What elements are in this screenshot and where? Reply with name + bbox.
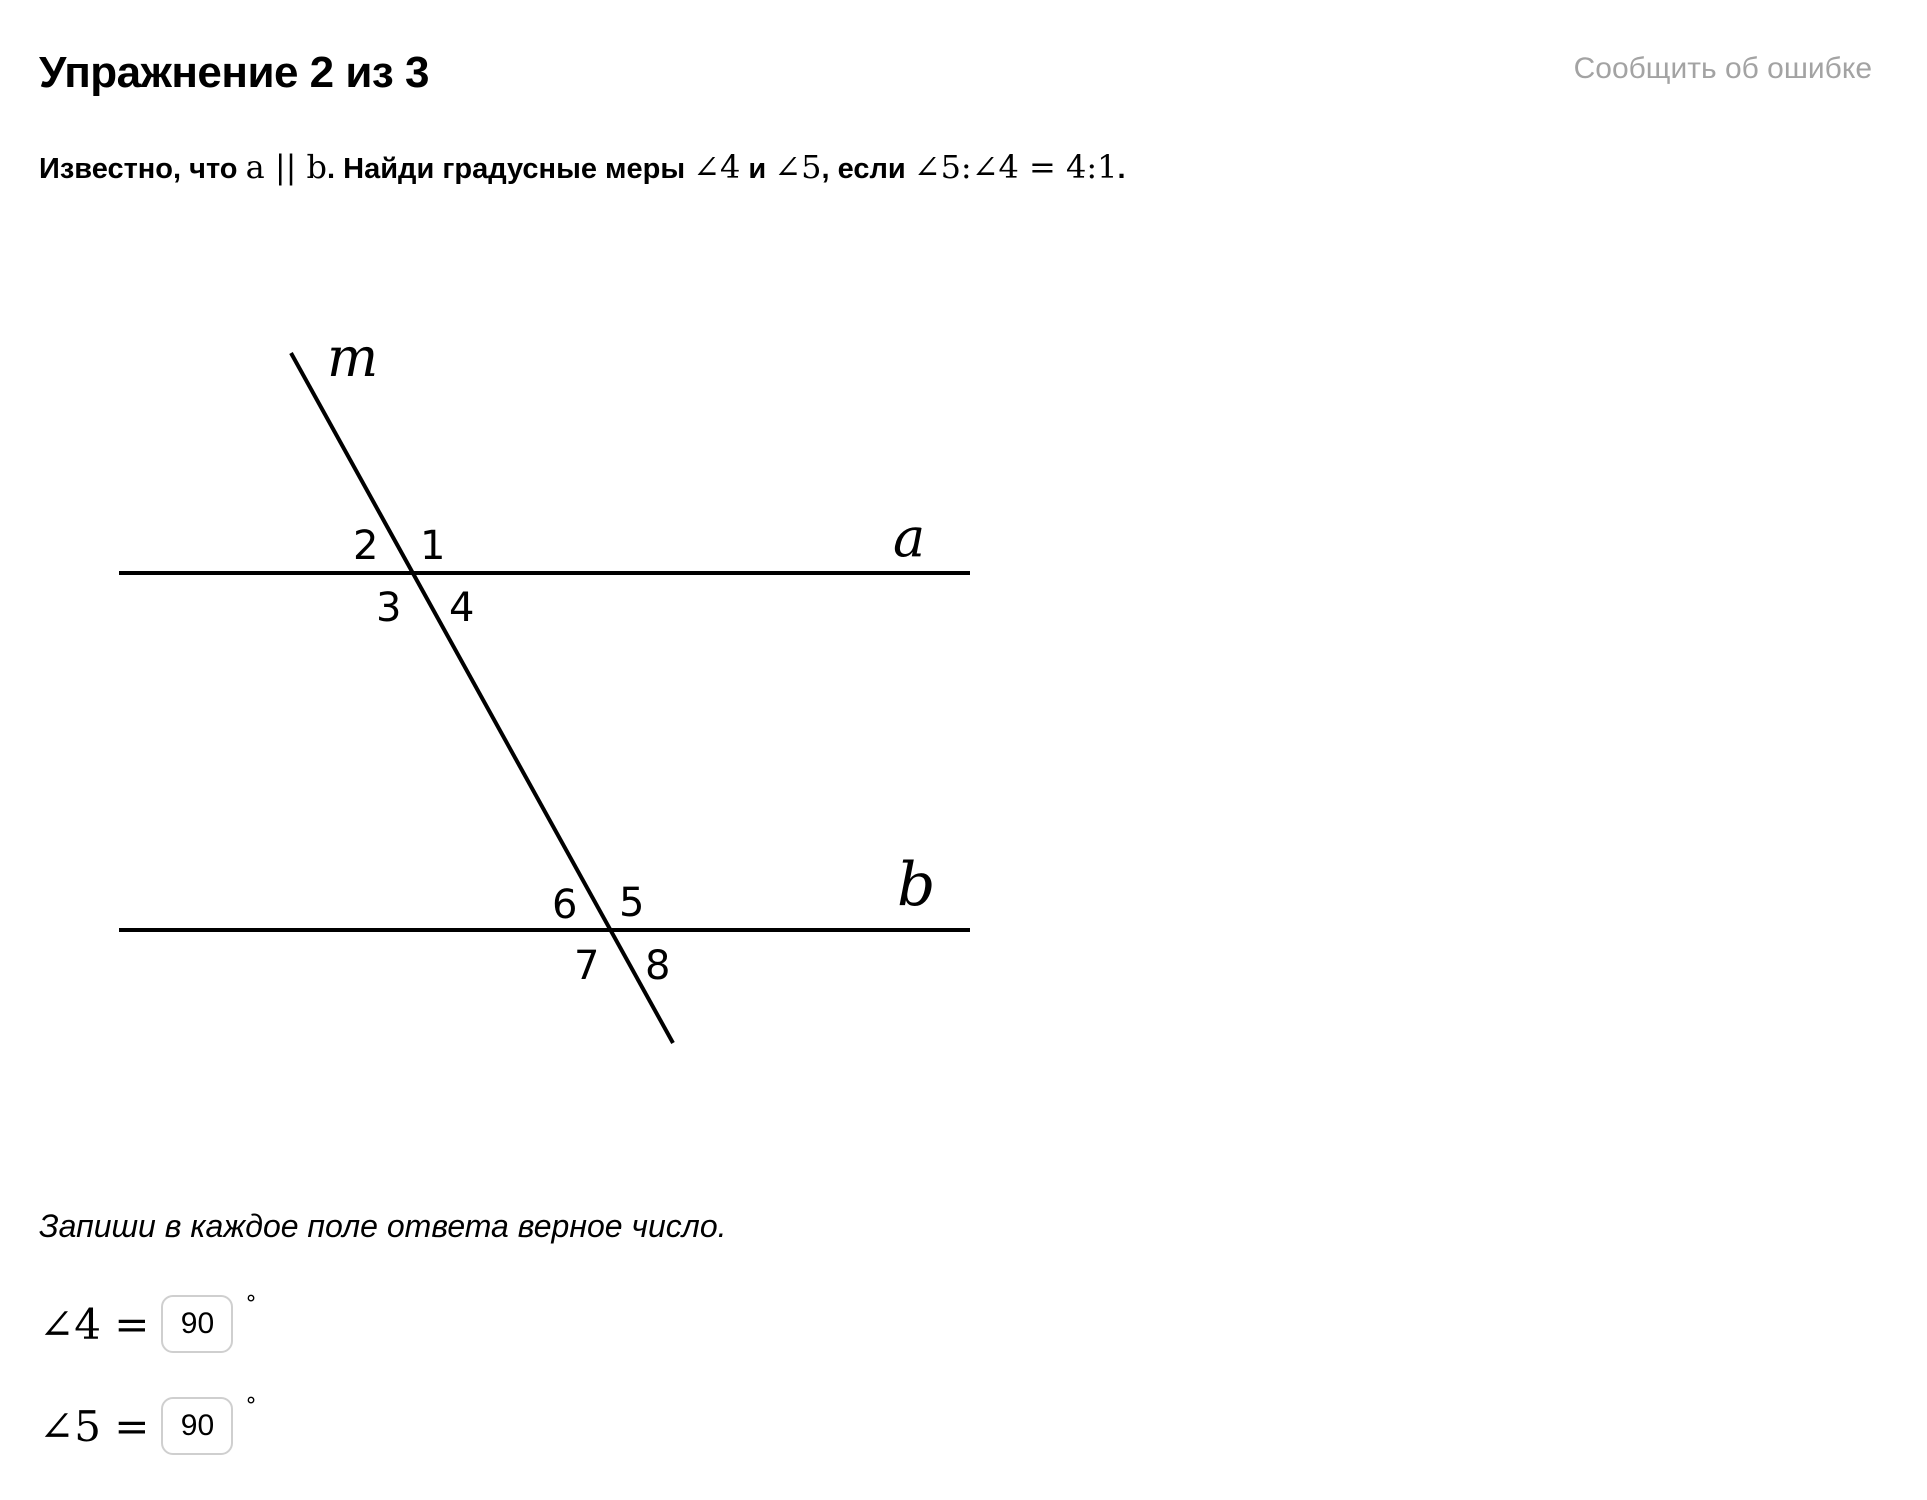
angle-5-input[interactable] (161, 1397, 233, 1455)
answer-instruction: Запиши в каждое поле ответа верное число. (39, 1208, 727, 1244)
line-a-label: a (893, 506, 926, 569)
exercise-title: Упражнение 2 из 3 (39, 48, 429, 97)
angle-label-7: 7 (574, 943, 600, 989)
degree-symbol: ° (245, 1292, 257, 1317)
transversal-m (291, 353, 673, 1043)
angle-label-6: 6 (552, 882, 578, 928)
answer-label-angle-4: ∠4 = (39, 1299, 150, 1349)
angle-label-3: 3 (376, 585, 402, 631)
degree-symbol: ° (245, 1394, 257, 1419)
angle-5-math: ∠5 (774, 148, 822, 186)
angle-label-4: 4 (449, 585, 475, 631)
parallel-lines-math: a || b (245, 148, 328, 186)
ratio-math: ∠5:∠4 = 4:1 (913, 148, 1118, 186)
transversal-label: m (327, 326, 379, 389)
problem-text-1: Известно, что (39, 153, 246, 185)
answer-row-angle-4 (39, 1292, 256, 1356)
line-b-label: b (897, 850, 936, 920)
angle-label-8: 8 (645, 943, 671, 989)
answer-label-angle-5: ∠5 = (39, 1401, 150, 1451)
angle-4-math: ∠4 (693, 148, 741, 186)
problem-text-3: и (740, 153, 775, 185)
answer-row-angle-5 (39, 1394, 256, 1458)
report-error-link[interactable]: Сообщить об ошибке (1573, 52, 1872, 85)
angle-label-1: 1 (420, 523, 446, 569)
angle-label-2: 2 (353, 523, 379, 569)
problem-text-5: . (1117, 153, 1126, 185)
angle-4-input[interactable] (161, 1295, 233, 1353)
problem-text-2: . Найди градусные меры (327, 153, 694, 185)
problem-text-4: , если (821, 153, 914, 185)
angle-label-5: 5 (619, 880, 645, 926)
